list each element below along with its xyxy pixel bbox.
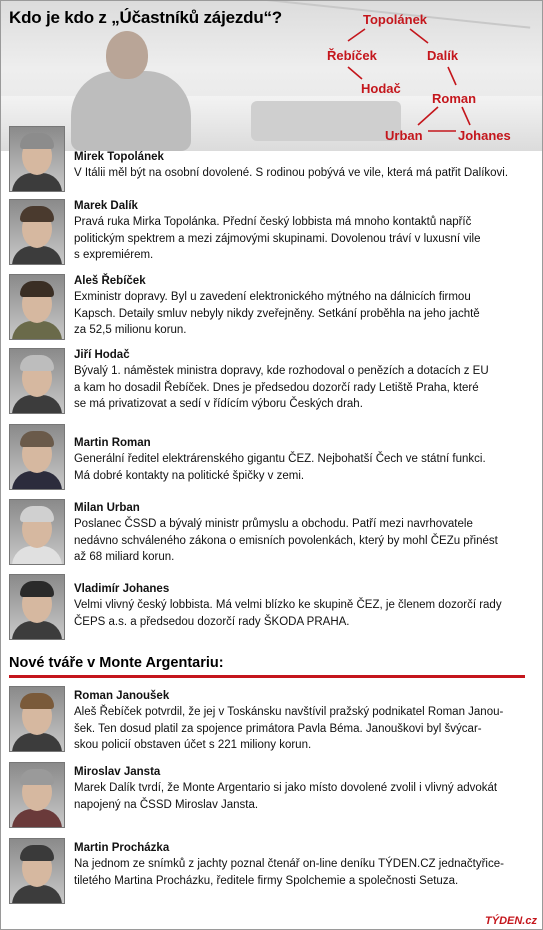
person-photo — [9, 126, 65, 192]
connector-topolanek-rebicek — [348, 29, 365, 41]
section-divider — [9, 675, 525, 678]
diagram-node-urban: Urban — [385, 128, 423, 143]
person-photo — [9, 838, 65, 904]
diagram-node-roman: Roman — [432, 91, 477, 106]
person-description: Exministr dopravy. Byl u zavedení elektronického mýtného na dálnicích firmou Kapsch. Detaily smluv nebyly nikdy zveřejněny. Setkání proběhla na jeho jachtě za 52,5 milionu korun. — [74, 291, 480, 336]
connector-roman-urban — [418, 107, 438, 125]
person-photo — [9, 574, 65, 640]
person-name: Vladimír Johanes — [74, 583, 170, 595]
person-name: Mirek Topolánek — [74, 151, 164, 163]
diagram-node-johanes: Johanes — [458, 128, 511, 143]
person-description: Pravá ruka Mirka Topolánka. Přední český lobbista má mnoho kontaktů napříč politickým spektrem a mezi zájmovými skupinami. Dovolenou tráví v luxusní vile s expremiérem. — [74, 216, 481, 261]
relationship-diagram — [310, 1, 542, 151]
diagram-node-rebicek: Řebíček — [327, 48, 377, 63]
person-description: Velmi vlivný český lobbista. Má velmi blízko ke skupině ČEZ, je členem dozorčí rady ČEPS a.s. a předsedou dozorčí rady ŠKODA PRAHA. — [74, 599, 502, 628]
person-photo — [9, 762, 65, 828]
section-title-new-faces: Nové tváře v Monte Argentariu: — [9, 655, 224, 671]
person-photo — [9, 199, 65, 265]
person-description: Poslanec ČSSD a bývalý ministr průmyslu a obchodu. Patří mezi navrhovatele nedávno schváleného zákona o emisních povolenkách, který by mohl ČEZu přinést až 68 miliard korun. — [74, 518, 498, 563]
photo-person-body — [71, 71, 191, 151]
person-name: Milan Urban — [74, 502, 140, 514]
connector-dalik-roman — [448, 67, 456, 85]
person-description: Aleš Řebíček potvrdil, že jej v Toskánsku navštívil pražský podnikatel Roman Janou- šek. Ten dosud platil za spojence primátora Pavla Béma. Janouškovi byl švýcar- skou policií obstaven účet s 221 miliony korun. — [74, 706, 504, 751]
connector-rebicek-hodac — [348, 67, 362, 79]
person-description: Na jednom ze snímků z jachty poznal čtenář on-line deníku TÝDEN.CZ jednačtyřice- tiletého Martina Procházku, ředitele firmy Spolchemie a společnosti Setuza. — [74, 858, 504, 887]
person-name: Martin Procházka — [74, 842, 170, 854]
person-name: Aleš Řebíček — [74, 275, 146, 287]
person-description: Generální ředitel elektrárenského gigantu ČEZ. Nejbohatší Čech ve státní funkci. Má dobré kontakty na politické špičky v zemi. — [74, 453, 486, 482]
brand-logo: TÝDEN.cz — [485, 915, 537, 927]
connector-roman-johanes — [462, 107, 470, 125]
person-name: Roman Janoušek — [74, 690, 170, 702]
person-photo — [9, 686, 65, 752]
person-name: Miroslav Jansta — [74, 766, 161, 778]
page-title: Kdo je kdo z „Účastníků zájezdu“? — [9, 8, 282, 27]
connector-topolanek-dalik — [410, 29, 428, 43]
person-name: Marek Dalík — [74, 200, 138, 212]
diagram-node-hodac: Hodač — [361, 81, 401, 96]
person-photo — [9, 348, 65, 414]
person-photo — [9, 274, 65, 340]
diagram-node-topolanek: Topolánek — [363, 12, 428, 27]
person-photo — [9, 499, 65, 565]
person-description: Bývalý 1. náměstek ministra dopravy, kde rozhodoval o penězích a dotacích z EU a kam ho dosadil Řebíček. Dnes je předsedou dozorčí rady Letiště Praha, které se má privatizovat a sedí v řídícím výboru Českých drah. — [74, 365, 489, 410]
person-name: Jiří Hodač — [74, 349, 130, 361]
person-description: Marek Dalík tvrdí, že Monte Argentario si jako místo dovolené zvolil i vlivný advokát napojený na ČSSD Miroslav Jansta. — [74, 782, 498, 811]
person-description: V Itálii měl být na osobní dovolené. S rodinou pobývá ve vile, která má patřit Dalíkovi. — [74, 167, 509, 179]
photo-person-head — [106, 31, 148, 79]
person-photo — [9, 424, 65, 490]
person-name: Martin Roman — [74, 437, 151, 449]
diagram-node-dalik: Dalík — [427, 48, 459, 63]
